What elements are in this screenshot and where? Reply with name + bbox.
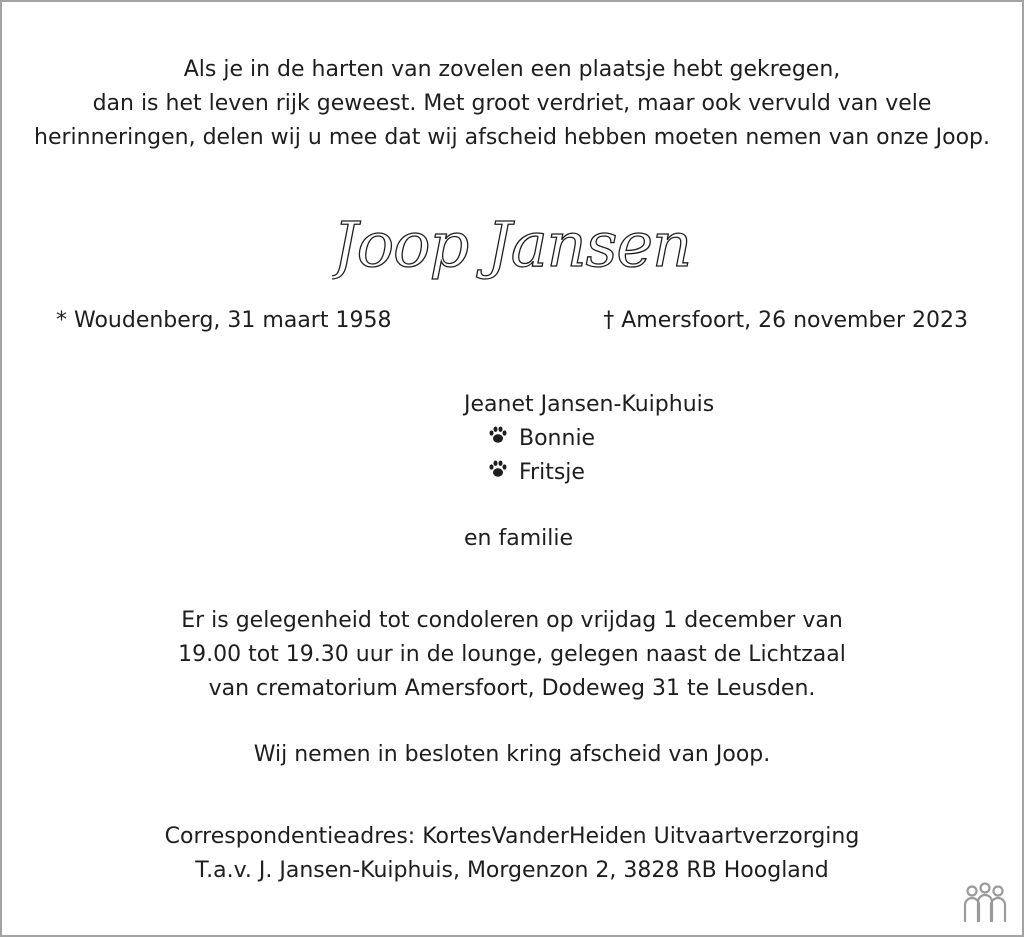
condolence-line: 19.00 tot 19.30 uur in de lounge, gelegen naast de Lichtzaal [178,642,846,667]
intro-line: herinneringen, delen wij u mee dat wij afscheid hebben moeten nemen van onze Joop. [34,125,990,150]
correspondence-line: Correspondentieadres: KortesVanderHeiden Uitvaartverzorging [164,824,860,849]
birth-info: * Woudenberg, 31 maart 1958 [56,308,392,333]
condolence-line: van crematorium Amersfoort, Dodeweg 31 te Leusden. [208,676,816,701]
pet-item [464,456,714,490]
pet-name: Fritsje [519,460,585,485]
death-info: † Amersfoort, 26 november 2023 [603,308,968,333]
spouse-name: Jeanet Jansen-Kuiphuis [464,392,715,417]
deceased-name [2,194,1022,304]
and-family: en familie [464,526,574,551]
intro-line: Als je in de harten van zovelen een plaatsje hebt gekregen, [183,57,841,82]
pet-item [464,422,714,456]
intro-line: dan is het leven rijk geweest. Met groot verdriet, maar ook vervuld van vele [92,91,932,116]
correspondence-line: T.a.v. J. Jansen-Kuiphuis, Morgenzon 2, 3828 RB Hoogland [195,858,829,883]
paw-icon [488,459,508,479]
paw-icon [488,425,508,445]
intro-text [2,53,1022,155]
correspondence-address [2,820,1022,888]
family-logo-icon [960,881,1010,925]
pet-name: Bonnie [519,426,596,451]
family-list [464,388,714,490]
condolence-line: Er is gelegenheid tot condoleren op vrijdag 1 december van [181,608,843,633]
condolence-text [2,604,1022,706]
deceased-name-script: Joop Jansen [332,208,692,281]
farewell-text: Wij nemen in besloten kring afscheid van Joop. [253,742,771,767]
